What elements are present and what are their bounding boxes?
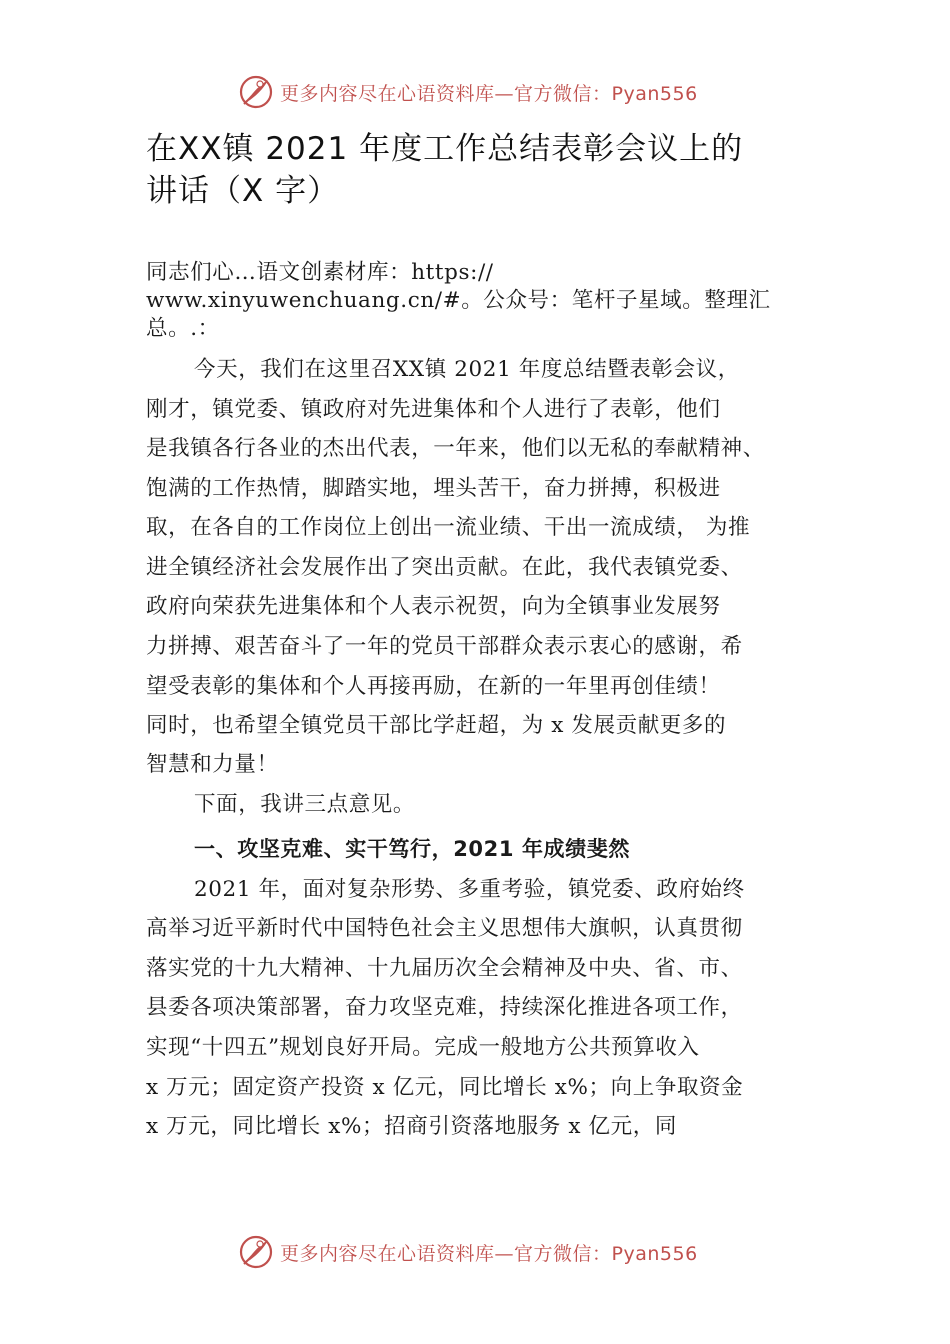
section-heading: 一、攻坚克难、实干笃行，2021 年成绩斐然 [194,837,630,861]
banner-text: 更多内容尽在心语资料库—官方微信：Pyan556 [280,1242,698,1265]
body-line: 智慧和力量！ [146,752,279,777]
footer-watermark [238,1232,758,1272]
body-line: 饱满的工作热情，脚踏实地，埋头苦干，奋力拼搏，积极进 [146,476,721,501]
body-line: 进全镇经济社会发展作出了突出贡献。在此，我代表镇党委、 [146,555,743,580]
body-line: 落实党的十九大精神、十九届历次全会精神及中央、省、市、 [146,956,743,981]
body-line: 2021 年，面对复杂形势、多重考验，镇党委、政府始终 [194,877,745,902]
body-line: 取，在各自的工作岗位上创出一流业绩、干出一流成绩， 为推 [146,515,751,540]
body-line: www.xinyuwenchuang.cn/#。公众号：笔杆子星域。整理汇 [146,288,771,313]
body-line: 力拼搏、艰苦奋斗了一年的党员干部群众表示衷心的感谢，希 [146,634,743,659]
body-line: 今天，我们在这里召XX镇 2021 年度总结暨表彰会议， [194,357,740,382]
feather-logo-icon [238,74,274,110]
body-line: x 万元；固定资产投资 x 亿元，同比增长 x%；向上争取资金 [146,1075,744,1100]
body-line: 县委各项决策部署，奋力攻坚克难，持续深化推进各项工作， [146,995,743,1020]
body-line: 总。.： [146,316,220,341]
body-line: 实现“十四五”规划良好开局。完成一般地方公共预算收入 [146,1035,700,1060]
body-line: x 万元，同比增长 x%；招商引资落地服务 x 亿元，同 [146,1114,677,1139]
body-line: 是我镇各行各业的杰出代表，一年来，他们以无私的奉献精神、 [146,436,765,461]
header-watermark [238,72,758,112]
body-line: 望受表彰的集体和个人再接再励，在新的一年里再创佳绩！ [146,674,721,699]
feather-logo-icon [238,1234,274,1270]
document-title [146,128,826,212]
body-line: 高举习近平新时代中国特色社会主义思想伟大旗帜，认真贯彻 [146,916,743,941]
body-line: 同时，也希望全镇党员干部比学赶超，为 x 发展贡献更多的 [146,713,727,738]
body-line: 刚才，镇党委、镇政府对先进集体和个人进行了表彰，他们 [146,397,721,422]
banner-text: 更多内容尽在心语资料库—官方微信：Pyan556 [280,82,698,105]
title-line-2: 讲话（X 字） [146,173,340,209]
title-line-1: 在XX镇 2021 年度工作总结表彰会议上的 [146,131,744,167]
body-line: 下面，我讲三点意见。 [194,792,416,817]
body-line: 政府向荣获先进集体和个人表示祝贺，向为全镇事业发展努 [146,594,721,619]
body-line: 同志们心…语文创素材库：https:// [146,260,494,285]
